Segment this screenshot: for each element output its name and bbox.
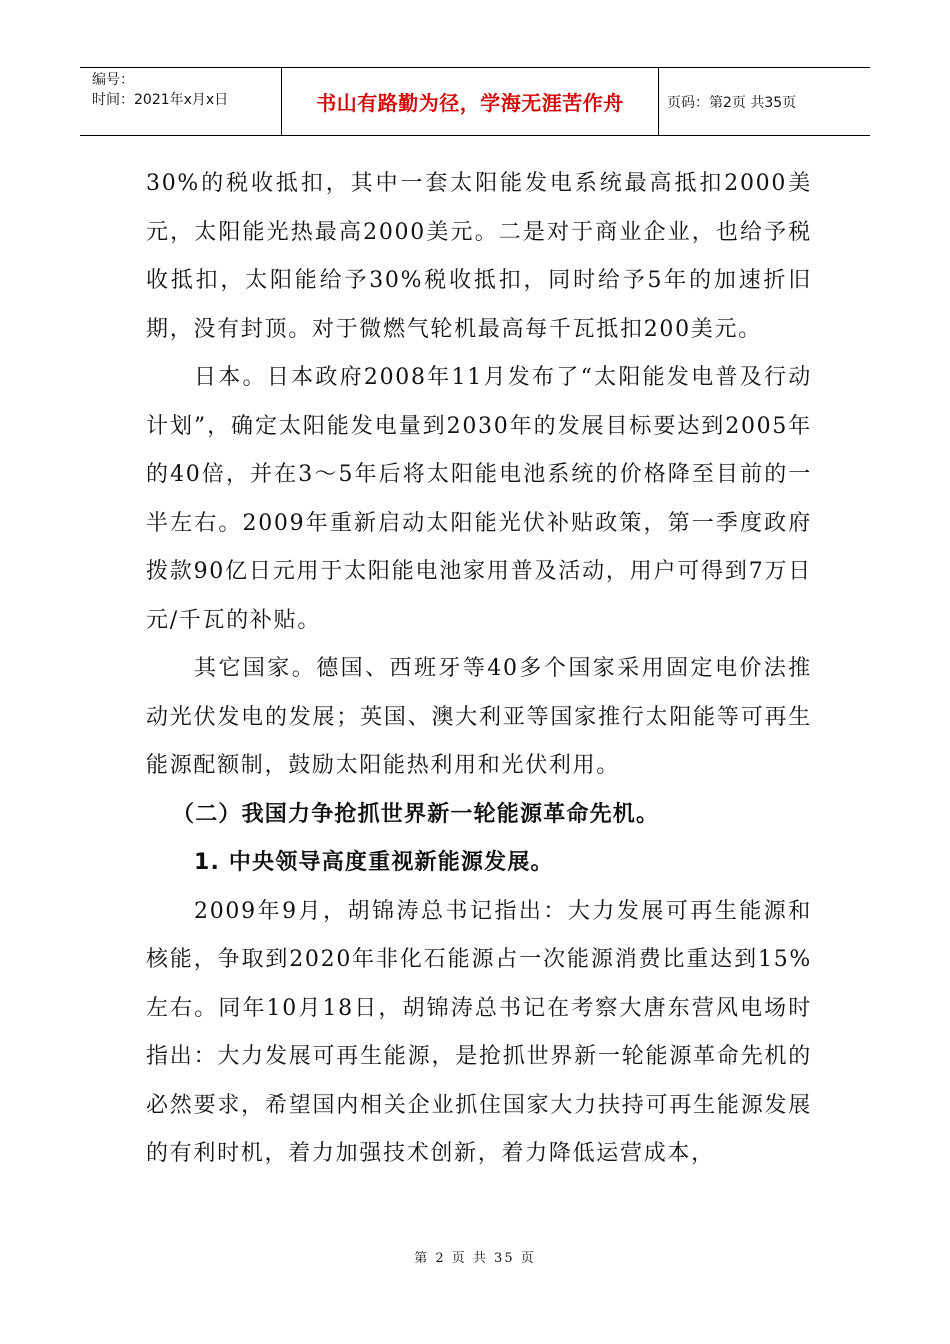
header-motto: 书山有路勤为径，学海无涯苦作舟 xyxy=(282,68,659,135)
paragraph-us-tax: 30%的税收抵扣，其中一套太阳能发电系统最高抵扣2000美元，太阳能光热最高2000美元。二是对于商业企业，也给予税收抵扣，太阳能给予30%税收抵扣，同时给予5年的加速折旧期，没有封顶。对于微燃气轮机最高每千瓦抵扣200美元。 xyxy=(146,171,812,342)
number-label: 编号： xyxy=(92,72,134,88)
header-page-info: 页码：第2页 共35页 xyxy=(667,94,797,111)
subsection-heading: 1. 中央领导高度重视新能源发展。 xyxy=(194,850,554,875)
document-body xyxy=(146,160,812,1179)
date-label: 时间：2021年x月x日 xyxy=(92,92,229,108)
section-heading: （二）我国力争抢抓世界新一轮能源革命先机。 xyxy=(172,801,660,827)
paragraph-other-countries: 其它国家。德国、西班牙等40多个国家采用固定电价法推动光伏发电的发展；英国、澳大利亚等国家推行太阳能等可再生能源配额制，鼓励太阳能热利用和光伏利用。 xyxy=(146,656,812,778)
page-header xyxy=(80,67,870,136)
paragraph-china-leadership: 2009年9月，胡锦涛总书记指出：大力发展可再生能源和核能，争取到2020年非化石能源占一次能源消费比重达到15%左右。同年10月18日，胡锦涛总书记在考察大唐东营风电场时指出：大力发展可再生能源，是抢抓世界新一轮能源革命先机的必然要求，希望国内相关企业抓住国家大力扶持可再生能源发展的有利时机，着力加强技术创新，着力降低运营成本， xyxy=(146,898,812,1166)
page-footer: 第 2 页 共 35 页 xyxy=(414,1251,536,1266)
paragraph-japan: 日本。日本政府2008年11月发布了“太阳能发电普及行动计划”，确定太阳能发电量到2030年的发展目标要达到2005年的40倍，并在3～5年后将太阳能电池系统的价格降至目前的一半左右。2009年重新启动太阳能光伏补贴政策，第一季度政府拨款90亿日元用于太阳能电池家用普及活动，用户可得到7万日元/千瓦的补贴。 xyxy=(146,365,812,633)
header-meta xyxy=(80,68,282,135)
